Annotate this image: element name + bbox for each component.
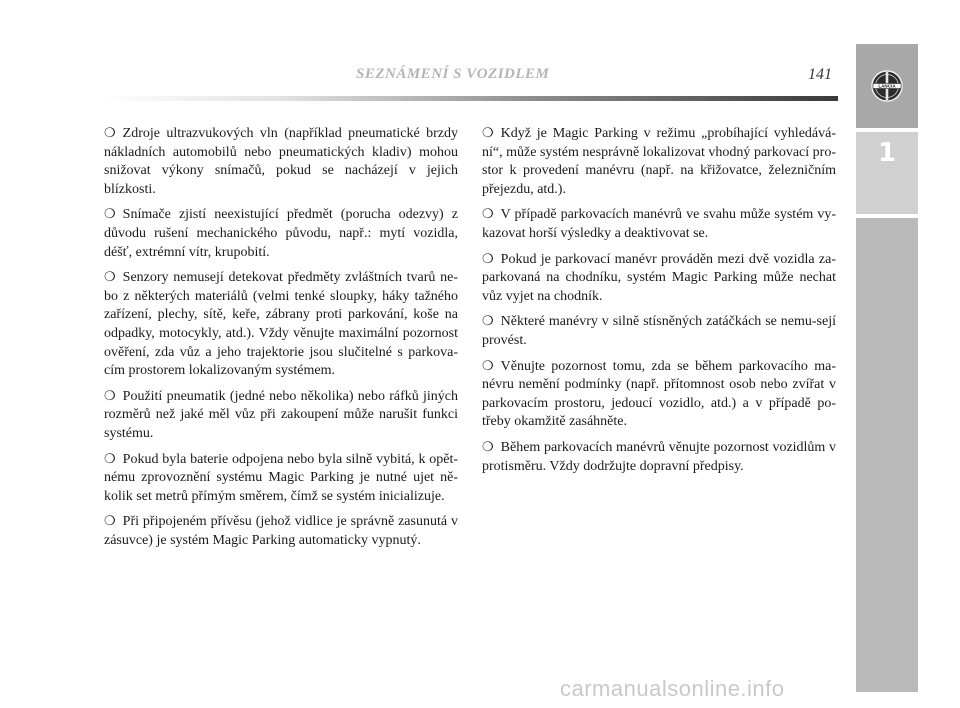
- bullet-icon: ❍: [104, 270, 116, 286]
- running-header-title: SEZNÁMENÍ S VOZIDLEM: [356, 66, 550, 82]
- bullet-icon: ❍: [482, 126, 494, 141]
- bullet-icon: ❍: [482, 314, 494, 330]
- bullet-icon: ❍: [482, 207, 494, 223]
- bullet-icon: ❍: [104, 126, 116, 141]
- bullet-paragraph: [104, 513, 458, 550]
- chapter-tab: [856, 132, 918, 214]
- paragraph-text: Věnujte pozornost tomu, zda se během parkovacího ma-névru nemění podmínky (např. přítomnost osob nebo zvířat v parkovacím prostoru, jedoucí vozidlo, atd.) a v případě po-třeby okamžitě zasáhněte.: [482, 358, 836, 430]
- paragraph-text: Zdroje ultrazvukových vln (například pneumatické brzdy nákladních automobilů nebo pneumatických kladiv) mohou snižovat výkony snímačů, pokud se nacházejí v jejich blízkosti.: [104, 126, 458, 197]
- paragraph-text: Při připojeném přívěsu (jehož vidlice je správně zasunutá v zásuvce) je systém Magic Parking automaticky vypnutý.: [104, 514, 458, 548]
- left-column: [104, 125, 458, 557]
- bullet-icon: ❍: [482, 358, 494, 374]
- bullet-paragraph: [482, 125, 836, 199]
- bullet-icon: ❍: [104, 207, 116, 223]
- paragraph-text: V případě parkovacích manévrů ve svahu může systém vy-kazovat horší výsledky a deaktivovat se.: [482, 207, 836, 241]
- page-number: 141: [808, 66, 832, 83]
- header-rule: [100, 96, 838, 101]
- logo-text: LANCIA: [878, 83, 896, 89]
- bullet-paragraph: [482, 439, 836, 476]
- bullet-icon: ❍: [104, 451, 116, 467]
- lancia-shield-icon: [870, 66, 904, 106]
- bullet-paragraph: [104, 206, 458, 262]
- bullet-paragraph: [482, 358, 836, 432]
- right-column: [482, 125, 836, 483]
- lancia-logo: [856, 44, 918, 128]
- bullet-paragraph: [482, 206, 836, 243]
- paragraph-text: Některé manévry v silně stísněných zatáčkách se nemu-sejí provést.: [482, 314, 836, 348]
- bullet-paragraph: [104, 451, 458, 507]
- paragraph-text: Pokud je parkovací manévr prováděn mezi dvě vozidla za-parkovaná na chodníku, systém Magic Parking může nechat vůz vyjet na chodník.: [482, 251, 836, 304]
- paragraph-text: Snímače zjistí neexistující předmět (porucha odezvy) z důvodu rušení mechanického původu, např.: mytí vozidla, déšť, extrémní vítr, krupobití.: [104, 207, 458, 260]
- chapter-sidebar: [856, 44, 918, 692]
- bullet-icon: ❍: [482, 439, 494, 455]
- bullet-icon: ❍: [104, 388, 116, 404]
- paragraph-text: Pokud byla baterie odpojena nebo byla silně vybitá, k opět-nému zprovoznění systému Magic Parking je nutné ujet ně-kolik set metrů přímým směrem, čímž se systém inicializuje.: [104, 451, 458, 504]
- paragraph-text: Během parkovacích manévrů věnujte pozornost vozidlům v protisměru. Vždy dodržujte dopravní předpisy.: [482, 439, 836, 474]
- chapter-number: 1: [877, 138, 897, 168]
- watermark: carmanualsonline.info: [560, 676, 785, 701]
- bullet-paragraph: [482, 313, 836, 350]
- paragraph-text: Použití pneumatik (jedné nebo několika) nebo ráfků jiných rozměrů než jaké měl vůz při zakoupení může narušit funkci systému.: [104, 388, 458, 441]
- bullet-icon: ❍: [482, 251, 494, 267]
- bullet-paragraph: [104, 125, 458, 199]
- bullet-paragraph: [104, 388, 458, 444]
- bullet-paragraph: [482, 251, 836, 307]
- paragraph-text: Senzory nemusejí detekovat předměty zvláštních tvarů ne-bo z některých materiálů (velmi tenké sloupky, háky tažného zařízení, plechy, sítě, keře, zábrany proti parkování, koše na odpadky, motocykly, atd.). Vždy věnujte maximální pozornost ověření, zda vůz a jeho trajektorie jsou slučitelné s parkova-cím prostorem lokalizovaným systémem.: [104, 270, 458, 379]
- paragraph-text: Když je Magic Parking v režimu „probíhající vyhledává-ní“, může systém nesprávně lokalizovat vhodný parkovací pro-stor k provedení manévru (např. na křižovatce, železničním přejezdu, atd.).: [482, 126, 836, 197]
- bullet-icon: ❍: [104, 514, 116, 530]
- bullet-paragraph: [104, 269, 458, 381]
- sidebar-divider: [856, 214, 918, 218]
